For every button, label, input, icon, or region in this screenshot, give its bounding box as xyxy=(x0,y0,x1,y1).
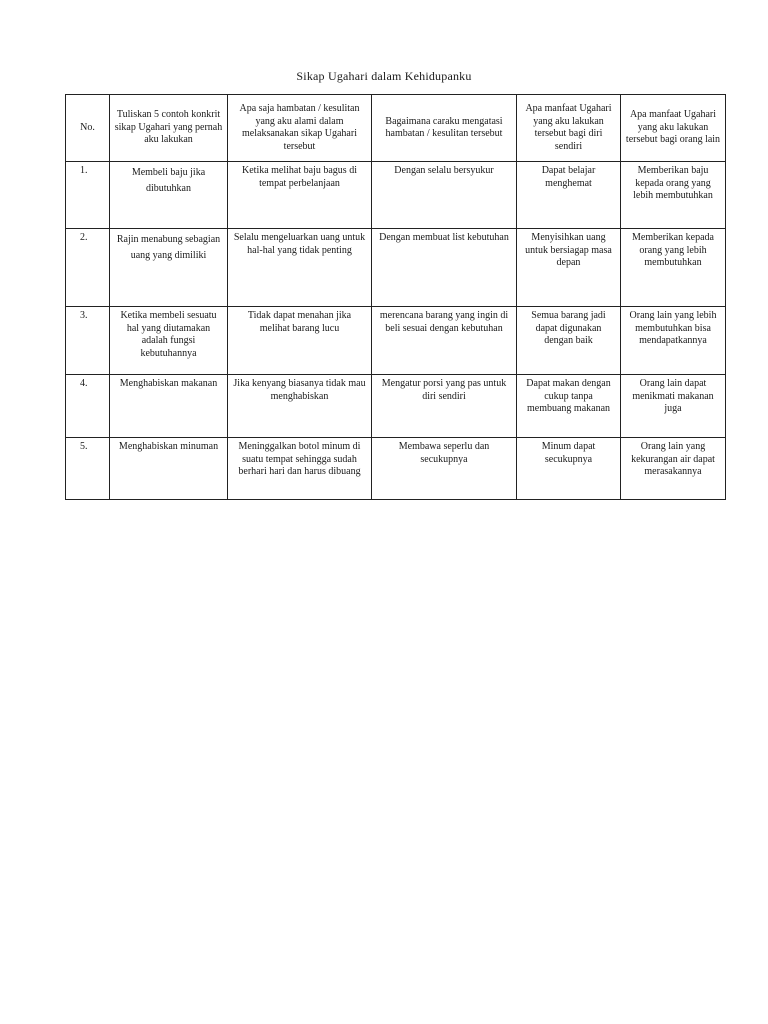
cell-cara: Dengan membuat list kebutuhan xyxy=(372,229,517,307)
cell-contoh: Ketika membeli sesuatu hal yang diutamakan adalah fungsi kebutuhannya xyxy=(110,307,228,375)
cell-hambatan: Meninggalkan botol minum di suatu tempat sehingga sudah berhari hari dan harus dibuang xyxy=(228,438,372,500)
header-cara: Bagaimana caraku mengatasi hambatan / kesulitan tersebut xyxy=(372,95,517,162)
cell-cara: Mengatur porsi yang pas untuk diri sendiri xyxy=(372,375,517,438)
table-row xyxy=(66,307,726,375)
header-hambatan: Apa saja hambatan / kesulitan yang aku alami dalam melaksanakan sikap Ugahari tersebut xyxy=(228,95,372,162)
cell-hambatan: Ketika melihat baju bagus di tempat perbelanjaan xyxy=(228,162,372,229)
table-row xyxy=(66,229,726,307)
cell-no: 2. xyxy=(66,229,110,307)
cell-manfaat-diri: Dapat makan dengan cukup tanpa membuang makanan xyxy=(517,375,621,438)
cell-cara: merencana barang yang ingin di beli sesuai dengan kebutuhan xyxy=(372,307,517,375)
cell-contoh: Menghabiskan makanan xyxy=(110,375,228,438)
cell-cara: Dengan selalu bersyukur xyxy=(372,162,517,229)
cell-manfaat-lain: Orang lain dapat menikmati makanan juga xyxy=(621,375,726,438)
cell-hambatan: Selalu mengeluarkan uang untuk hal-hal yang tidak penting xyxy=(228,229,372,307)
document-title: Sikap Ugahari dalam Kehidupanku xyxy=(296,69,472,83)
header-no: No. xyxy=(66,95,110,162)
header-manfaat-diri: Apa manfaat Ugahari yang aku lakukan tersebut bagi diri sendiri xyxy=(517,95,621,162)
cell-hambatan: Jika kenyang biasanya tidak mau menghabiskan xyxy=(228,375,372,438)
header-contoh: Tuliskan 5 contoh konkrit sikap Ugahari yang pernah aku lakukan xyxy=(110,95,228,162)
table-header-row xyxy=(66,95,726,162)
cell-no: 5. xyxy=(66,438,110,500)
table-row xyxy=(66,438,726,500)
cell-contoh: Rajin menabung sebagian uang yang dimiliki xyxy=(110,229,228,307)
cell-contoh: Menghabiskan minuman xyxy=(110,438,228,500)
table-row xyxy=(66,162,726,229)
cell-contoh: Membeli baju jika dibutuhkan xyxy=(110,162,228,229)
cell-no: 4. xyxy=(66,375,110,438)
cell-manfaat-lain: Orang lain yang kekurangan air dapat merasakannya xyxy=(621,438,726,500)
cell-manfaat-diri: Semua barang jadi dapat digunakan dengan baik xyxy=(517,307,621,375)
cell-manfaat-diri: Minum dapat secukupnya xyxy=(517,438,621,500)
cell-manfaat-diri: Dapat belajar menghemat xyxy=(517,162,621,229)
header-manfaat-lain: Apa manfaat Ugahari yang aku lakukan tersebut bagi orang lain xyxy=(621,95,726,162)
ugahari-table xyxy=(65,94,726,500)
cell-manfaat-lain: Memberikan baju kepada orang yang lebih membutuhkan xyxy=(621,162,726,229)
cell-no: 1. xyxy=(66,162,110,229)
cell-no: 3. xyxy=(66,307,110,375)
cell-manfaat-lain: Orang lain yang lebih membutuhkan bisa mendapatkannya xyxy=(621,307,726,375)
table-row xyxy=(66,375,726,438)
cell-manfaat-lain: Memberikan kepada orang yang lebih membutuhkan xyxy=(621,229,726,307)
cell-cara: Membawa seperlu dan secukupnya xyxy=(372,438,517,500)
cell-hambatan: Tidak dapat menahan jika melihat barang lucu xyxy=(228,307,372,375)
cell-manfaat-diri: Menyisihkan uang untuk bersiagap masa depan xyxy=(517,229,621,307)
